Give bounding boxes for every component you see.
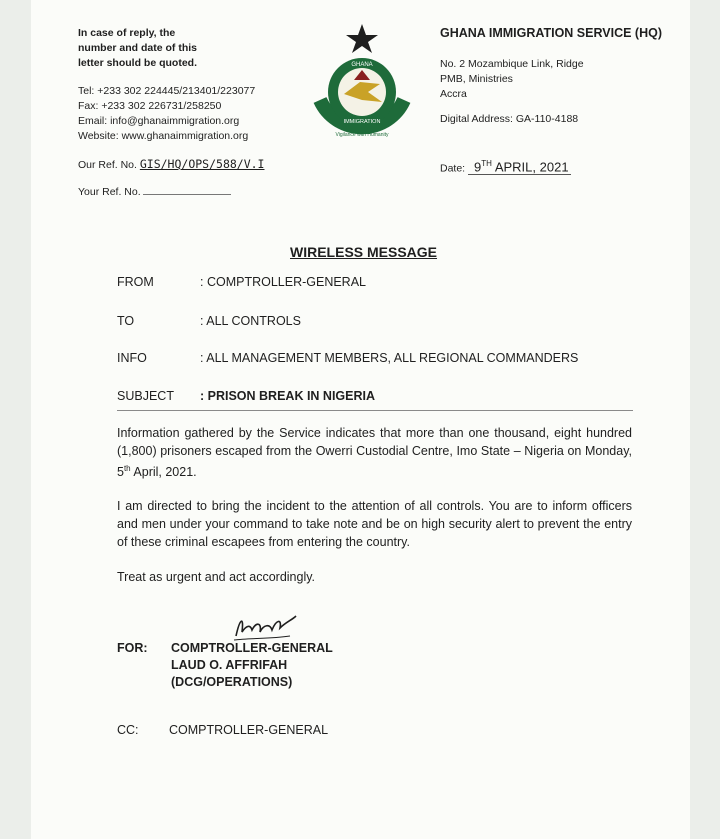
date-sup: TH — [481, 159, 492, 168]
our-ref-label: Our Ref. No. — [78, 159, 137, 171]
body-paragraph-1 — [117, 424, 632, 481]
p1-text-end: April, 2021. — [130, 465, 197, 480]
signatory-position: (DCG/OPERATIONS) — [171, 675, 293, 689]
your-ref — [78, 185, 231, 200]
message-title: WIRELESS MESSAGE — [290, 244, 438, 260]
signatory-name: LAUD O. AFFRIFAH — [171, 658, 288, 672]
address-line: Accra — [440, 88, 467, 100]
subject-label: SUBJECT — [117, 389, 174, 403]
to-label: TO — [117, 314, 135, 328]
from-value: : COMPTROLLER-GENERAL — [200, 275, 367, 289]
body-paragraph-3: Treat as urgent and act accordingly. — [117, 570, 316, 584]
date-value — [468, 156, 571, 175]
date-rest: APRIL, 2021 — [491, 159, 569, 175]
logo-motto: Vigilance with Humanity — [335, 132, 389, 138]
our-ref-value: GIS/HQ/OPS/588/V.I — [139, 157, 265, 171]
for-label: FOR: — [117, 641, 148, 655]
logo-text-mid: IMMIGRATION — [343, 119, 381, 125]
immigration-logo — [310, 22, 414, 138]
digital-address: Digital Address: GA-110-4188 — [440, 113, 579, 125]
info-label: INFO — [117, 351, 147, 365]
logo-text-top: GHANA — [351, 62, 373, 68]
letter-date — [440, 156, 571, 176]
address-line: No. 2 Mozambique Link, Ridge — [440, 58, 584, 70]
your-ref-blank — [143, 194, 231, 195]
reply-note-line: In case of reply, the — [78, 27, 176, 39]
your-ref-label: Your Ref. No. — [78, 186, 141, 198]
date-day: 9 — [474, 159, 482, 175]
contact-fax: Fax: +233 302 226731/258250 — [78, 100, 222, 112]
our-ref — [78, 157, 264, 173]
contact-tel: Tel: +233 302 224445/213401/223077 — [78, 85, 256, 97]
reply-note-line: number and date of this — [78, 42, 198, 54]
p1-sup: th — [123, 464, 131, 473]
divider — [117, 410, 633, 411]
p1-text: Information gathered by the Service indicates that more than one thousand, eight hundred (1,800) prisoners escaped from the Owerri Custodial Centre, Imo State – Nigeria on Monday, 5 — [117, 426, 632, 480]
info-value: : ALL MANAGEMENT MEMBERS, ALL REGIONAL COMMANDERS — [200, 351, 579, 365]
org-name: GHANA IMMIGRATION SERVICE (HQ) — [440, 26, 662, 40]
contact-email: Email: info@ghanaimmigration.org — [78, 115, 240, 127]
signatory-title: COMPTROLLER-GENERAL — [171, 641, 333, 655]
contact-website: Website: www.ghanaimmigration.org — [78, 130, 249, 142]
cc-label: CC: — [117, 723, 139, 737]
reply-note-line: letter should be quoted. — [78, 57, 198, 69]
from-label: FROM — [117, 275, 154, 289]
subject-value: : PRISON BREAK IN NIGERIA — [200, 389, 376, 403]
address-line: PMB, Ministries — [440, 73, 513, 85]
emblem-icon — [310, 22, 414, 138]
date-label: Date: — [440, 162, 466, 175]
to-value: : ALL CONTROLS — [200, 314, 301, 328]
body-paragraph-2: I am directed to bring the incident to the attention of all controls. You are to inform officers and men under your command to take note and be on high security alert to prevent the entry of these criminal escapees from entering the country. — [117, 499, 632, 549]
cc-value: COMPTROLLER-GENERAL — [169, 723, 329, 737]
